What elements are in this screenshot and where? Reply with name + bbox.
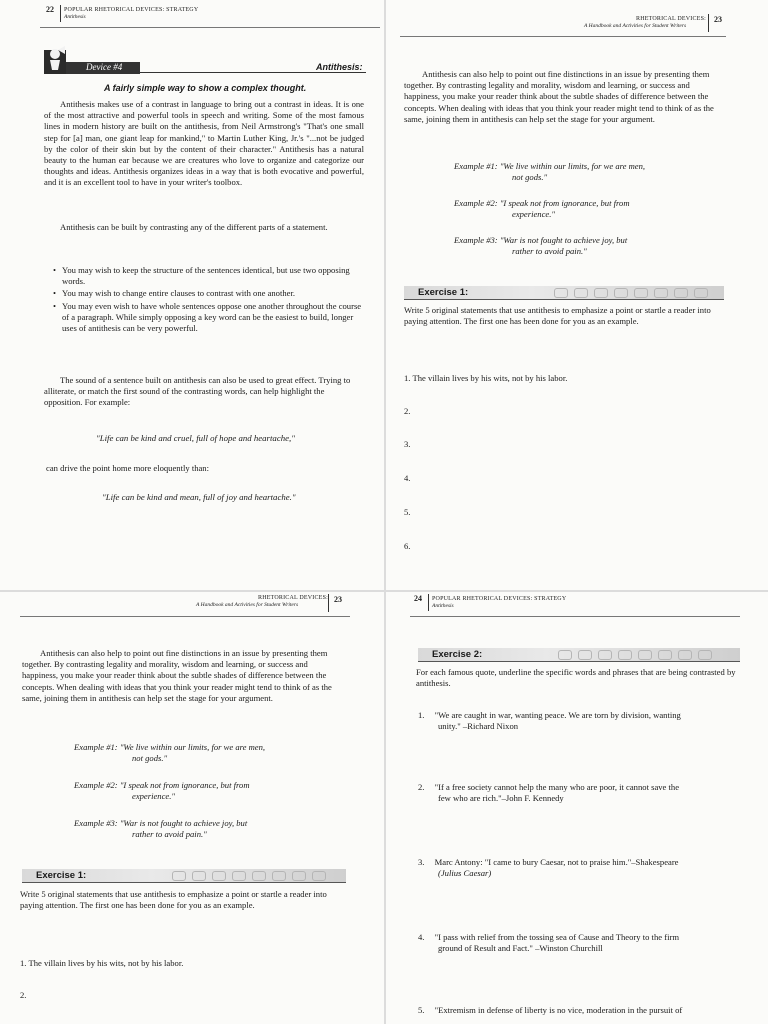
page-number: 23 bbox=[714, 15, 722, 24]
quote-text-cont: few who are rich."–John F. Kennedy bbox=[438, 793, 564, 804]
exercise-instructions: For each famous quote, underline the specific words and phrases that are being contrasted by antithesis. bbox=[416, 667, 736, 689]
exercise-item: 1. The villain lives by his wits, not by his labor. bbox=[404, 373, 568, 383]
quote-text-cont: (Julius Caesar) bbox=[438, 868, 492, 879]
header-rule bbox=[20, 616, 350, 617]
item-number: 1. bbox=[418, 710, 425, 720]
example-text: "We live within our limits, for we are men, bbox=[119, 742, 266, 752]
item-number: 3. bbox=[418, 857, 425, 867]
bullet-item: • You may even wish to have whole sentences oppose one another throughout the course of a paragraph. While simply opposing a key word can be the easiest to build, longer uses of antithesis can be very powerful. bbox=[62, 301, 370, 335]
hex-decoration bbox=[574, 288, 588, 298]
example-1 bbox=[454, 161, 724, 183]
exercise-item: 2. bbox=[20, 990, 27, 1000]
page-22-top bbox=[0, 0, 384, 590]
exercise-instructions: Write 5 original statements that use antithesis to emphasize a point or startle a reader into paying attention. The first one has been done for you as an example. bbox=[20, 889, 327, 911]
page-24-bottom bbox=[386, 592, 768, 1024]
exercise-item: 3. bbox=[404, 439, 411, 449]
hex-decoration bbox=[232, 871, 246, 881]
item-number: 5. bbox=[418, 1005, 425, 1015]
exercise-title: Exercise 1: bbox=[418, 287, 469, 298]
hex-decoration bbox=[658, 650, 672, 660]
running-header-title: RHETORICAL DEVICES: bbox=[258, 595, 328, 601]
page-23-top bbox=[386, 0, 768, 590]
distinctions-paragraph: Antithesis can also help to point out fine distinctions in an issue by presenting them together. By contrasting legality and morality, wisdom and learning, or success and happiness, you make your reader think about the subtle shades of difference between the concepts. When dealing with ideas that you think your reader might tend to think of as the same, joining them in antithesis can help set the stage for your argument. bbox=[22, 648, 332, 703]
device-label: Device #4 bbox=[86, 62, 123, 72]
exercise-2-banner bbox=[418, 648, 740, 662]
page-number: 24 bbox=[414, 594, 422, 603]
exercise-instructions: Write 5 original statements that use antithesis to emphasize a point or startle a reader into paying attention. The first one has been done for you as an example. bbox=[404, 305, 711, 327]
header-rule bbox=[410, 616, 740, 617]
hex-decoration bbox=[638, 650, 652, 660]
example-text-cont: rather to avoid pain." bbox=[512, 246, 587, 257]
example-text: "We live within our limits, for we are men, bbox=[499, 161, 646, 171]
item-number: 2. bbox=[418, 782, 425, 792]
hex-decoration bbox=[292, 871, 306, 881]
section-subtitle: A fairly simple way to show a complex thought. bbox=[104, 83, 307, 93]
example-text-cont: experience." bbox=[132, 791, 175, 802]
speaker-icon bbox=[44, 46, 66, 74]
example-3 bbox=[454, 235, 724, 257]
page-23-bottom bbox=[0, 592, 384, 1024]
item-number: 4. bbox=[418, 932, 425, 942]
page-number: 23 bbox=[334, 595, 342, 604]
device-label-bar bbox=[66, 62, 140, 74]
hex-decoration bbox=[192, 871, 206, 881]
build-paragraph: Antithesis can be built by contrasting any of the different parts of a statement. bbox=[60, 222, 328, 232]
running-header-subtitle: Antithesis bbox=[64, 14, 86, 20]
example-label: Example #2: bbox=[74, 780, 118, 790]
distinctions-paragraph: Antithesis can also help to point out fine distinctions in an issue by presenting them together. By contrasting legality and morality, wisdom and learning, or success and happiness, you make your reader think about the subtle shades of difference between the concepts. When dealing with ideas that you think your reader might tend to think of as the same, joining them in antithesis can help set the stage for your argument. bbox=[404, 69, 714, 124]
example-text-cont: rather to avoid pain." bbox=[132, 829, 207, 840]
example-label: Example #3: bbox=[74, 818, 118, 828]
example-text: "I speak not from ignorance, but from bbox=[499, 198, 630, 208]
hex-decoration bbox=[614, 288, 628, 298]
example-label: Example #2: bbox=[454, 198, 498, 208]
hex-decoration bbox=[634, 288, 648, 298]
example-label: Example #3: bbox=[454, 235, 498, 245]
hex-decoration bbox=[272, 871, 286, 881]
example-1 bbox=[74, 742, 344, 764]
quote-item-5 bbox=[418, 1005, 748, 1016]
sound-paragraph: The sound of a sentence built on antithesis can also be used to great effect. Trying to alliterate, or match the first sound of the contrasting words, can help highlight the opposition. For example: bbox=[44, 375, 351, 408]
page-number: 22 bbox=[46, 5, 54, 14]
exercise-item: 6. bbox=[404, 541, 411, 551]
example-label: Example #1: bbox=[74, 742, 118, 752]
quote-text-cont: unity." –Richard Nixon bbox=[438, 721, 519, 732]
exercise-1-banner bbox=[22, 869, 346, 883]
header-divider bbox=[708, 14, 709, 32]
bullet-list bbox=[50, 265, 370, 335]
example-text-cont: not gods." bbox=[132, 753, 168, 764]
hex-decoration bbox=[312, 871, 326, 881]
example-2 bbox=[454, 198, 724, 220]
quote-text: Marc Antony: "I came to bury Caesar, not to praise him."–Shakespeare bbox=[434, 857, 679, 867]
quote-text: "Extremism in defense of liberty is no vice, moderation in the pursuit of bbox=[434, 1005, 683, 1015]
hex-decoration bbox=[654, 288, 668, 298]
example-label: Example #1: bbox=[454, 161, 498, 171]
quote-item-2 bbox=[418, 782, 748, 804]
exercise-title: Exercise 2: bbox=[432, 649, 483, 660]
device-name: Antithesis: bbox=[316, 62, 363, 72]
banner-rule bbox=[140, 72, 366, 73]
example-text-cont: not gods." bbox=[512, 172, 548, 183]
example-text: "War is not fought to achieve joy, but bbox=[499, 235, 628, 245]
quote-text: "We are caught in war, wanting peace. We are torn by division, wanting bbox=[434, 710, 681, 720]
hex-decoration bbox=[598, 650, 612, 660]
header-divider bbox=[328, 594, 329, 612]
quote-text: "If a free society cannot help the many who are poor, it cannot save the bbox=[434, 782, 680, 792]
header-rule bbox=[400, 36, 726, 37]
bullet-item: • You may wish to change entire clauses to contrast with one another. bbox=[62, 288, 370, 299]
hex-decoration bbox=[554, 288, 568, 298]
example-text-cont: experience." bbox=[512, 209, 555, 220]
running-header-title: POPULAR RHETORICAL DEVICES: STRATEGY bbox=[432, 596, 567, 602]
header-rule bbox=[40, 27, 380, 28]
running-header-subtitle: Antithesis bbox=[432, 603, 454, 609]
quote-text-cont: ground of Result and Fact." –Winston Churchill bbox=[438, 943, 603, 954]
exercise-title: Exercise 1: bbox=[36, 870, 87, 881]
example-text: "War is not fought to achieve joy, but bbox=[119, 818, 248, 828]
hex-decoration bbox=[678, 650, 692, 660]
header-divider bbox=[428, 594, 429, 611]
hex-decoration bbox=[578, 650, 592, 660]
quote-item-4 bbox=[418, 932, 748, 954]
exercise-item: 2. bbox=[404, 406, 411, 416]
hex-decoration bbox=[618, 650, 632, 660]
hex-decoration bbox=[558, 650, 572, 660]
example-text: "I speak not from ignorance, but from bbox=[119, 780, 250, 790]
running-header-title: POPULAR RHETORICAL DEVICES: STRATEGY bbox=[64, 7, 199, 13]
header-divider bbox=[60, 5, 61, 22]
bullet-item: • You may wish to keep the structure of the sentences identical, but use two opposing words. bbox=[62, 265, 370, 287]
exercise-1-banner bbox=[404, 286, 724, 300]
hex-decoration bbox=[674, 288, 688, 298]
quote-item-3 bbox=[418, 857, 748, 879]
hex-decoration bbox=[212, 871, 226, 881]
example-2 bbox=[74, 780, 344, 802]
running-header-subtitle: A Handbook and Activities for Student Writers bbox=[584, 23, 687, 29]
running-header-subtitle: A Handbook and Activities for Student Writers bbox=[196, 602, 299, 608]
exercise-item: 4. bbox=[404, 473, 411, 483]
example-3 bbox=[74, 818, 344, 840]
hex-decoration bbox=[252, 871, 266, 881]
intro-paragraph: Antithesis makes use of a contrast in language to bring out a contrast in ideas. It is one of the most attractive and powerful tools in speech and writing. Some of the most famous lines in modern history are built on the antithesis, from Neil Armstrong's "That's one small step for [a] man, one giant leap for mankind," to Martin Luther King, Jr.'s "...not be judged by the color of their skin but by the content of their character." Antithesis has a natural beauty to the human ear because we are creatures who love to organize and categorize our thoughts and ideas. Antithesis organizes ideas in a way that is both evocative and powerful, and it is an excellent tool to have in your writer's toolbox. bbox=[44, 99, 364, 188]
example-quote-1: "Life can be kind and cruel, full of hope and heartache," bbox=[96, 433, 295, 443]
hex-decoration bbox=[594, 288, 608, 298]
hex-decoration bbox=[698, 650, 712, 660]
quote-item-1 bbox=[418, 710, 748, 732]
running-header-title: RHETORICAL DEVICES: bbox=[636, 16, 706, 22]
hex-decoration bbox=[172, 871, 186, 881]
hex-decoration bbox=[694, 288, 708, 298]
quote-text: "I pass with relief from the tossing sea of Cause and Theory to the firm bbox=[434, 932, 680, 942]
example-quote-2: "Life can be kind and mean, full of joy and heartache." bbox=[102, 492, 296, 502]
comparison-line: can drive the point home more eloquently than: bbox=[46, 463, 209, 473]
exercise-item: 5. bbox=[404, 507, 411, 517]
exercise-item: 1. The villain lives by his wits, not by his labor. bbox=[20, 958, 184, 968]
